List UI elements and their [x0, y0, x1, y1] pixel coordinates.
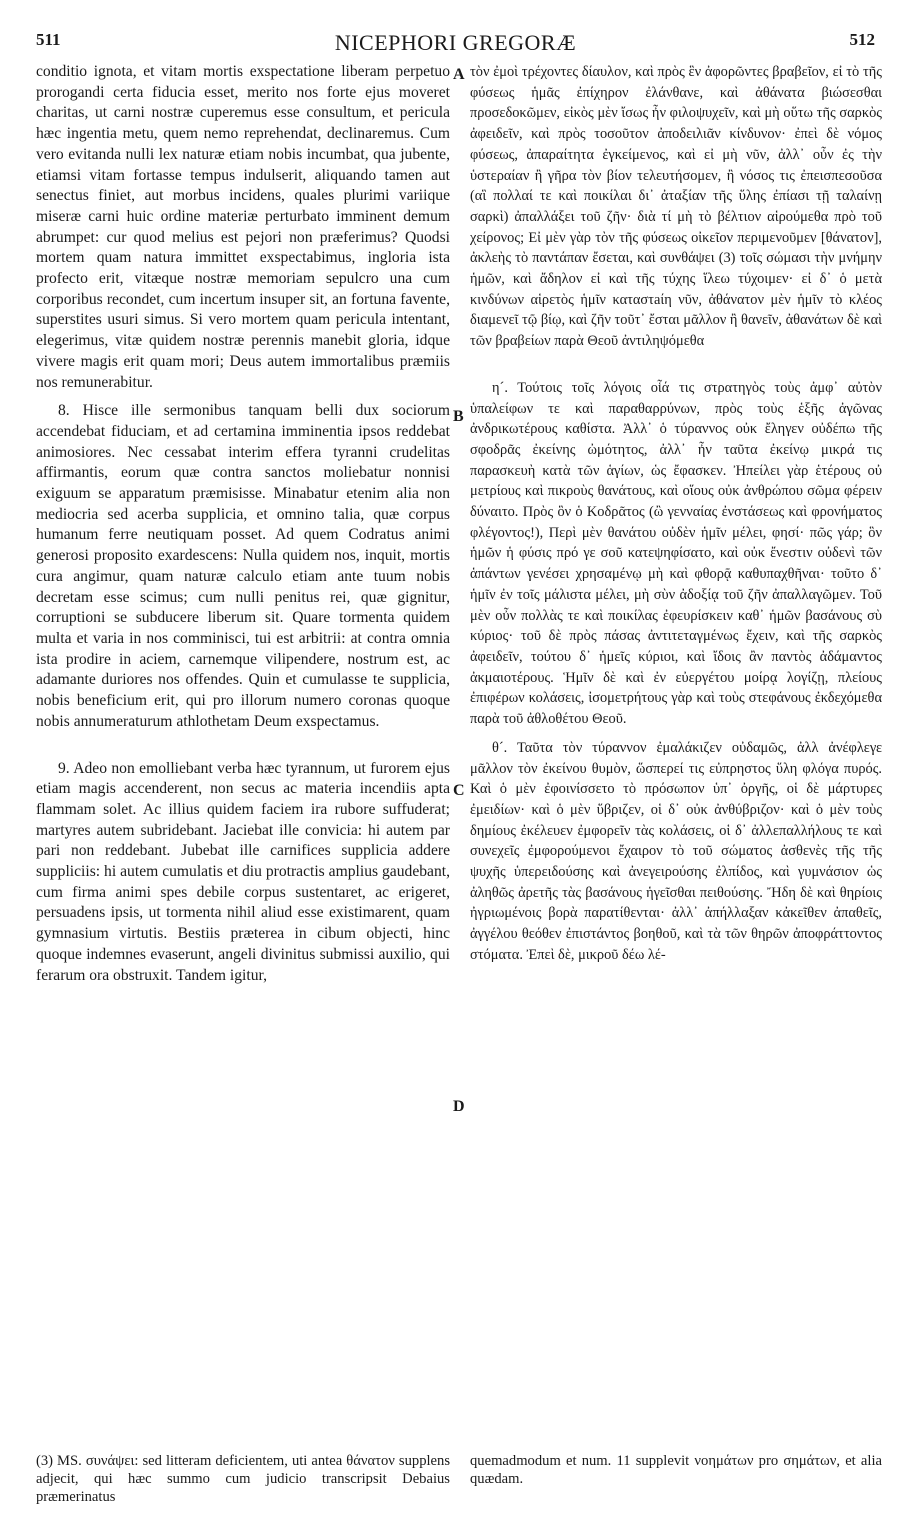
latin-column	[36, 62, 450, 986]
greek-paragraph-8: η´. Τούτοις τοῖς λόγοις οἷά τις στρατηγὸς τοὺς ἀμφ᾽ αὐτὸν ὑπαλείφων τε καὶ παραθαρρύνων, πρὸς τοὺς ἑξῆς ἀγῶνας ἀνδρικωτέρους καθίστα. Ἀλλ᾽ ὁ τύραννος οὐκ ἔληγεν οὐδέπω τῆς σφοδρᾶς ἐκείνης ὠμότητος, ἀλλ᾽ ἦν ταῦτα ἐκείνῳ μικρά τις παρασκευὴ κατὰ τῶν ἁγίων, ὡς ἔφασκεν. Ἠπείλει γὰρ ἑτέρους οὐ μετρίους καὶ πικροὺς θανάτους, καὶ οἵους οὐκ ἀνθρώπου σῶμα φέρειν δύναιτο. Πρὸς ὃν ὁ Κοδρᾶτος (ὢ γενναίας ἐνστάσεως καὶ φρονήματος φλέγοντος!), Περὶ μὲν θανάτου οὐδὲν ἡμῖν μέλει, φησί· πῶς γάρ; ὃν ἡμῶν ἡ φύσις πρό γε σοῦ κατεψηφίσατο, καὶ οὐκ ἔνεστιν οὐδενὶ τῶν ἁπάντων γενέσει χρησαμένῳ μὴ καὶ φθορᾷ καθυπαχθῆναι· τοῦτο δ᾽ ἡμῖν ἐν τοῖς μάλιστα μέλει, μὴ σὺν ἀδοξίᾳ τοῦ ζῆν ἀπαλλαγῶμεν. Τοῦ μὲν οὖν πολλὰς τε καὶ ποικίλας ἐφευρίσκειν καθ᾽ ἡμῶν βασάνους σὺ κύριος· τοῦ δὲ πρὸς πάσας ἀντιτεταγμένως ἔχειν, καὶ τῆς σαρκὸς ἀφειδεῖν, τούτου δ᾽ ἡμεῖς κύριοι, καὶ ἴδοις ἂν παντὸς ἀδάμαντος ἀκμαιοτέρους. Ἡμῖν δὲ καὶ ἐν εὐεργέτου μοίρᾳ λογίζῃ, πλείους ἐπιφέρων κολάσεις, ἰσομετρήτους γὰρ καὶ τοὺς στεφάνους ἐκδεχόμεθα παρὰ τοῦ ἀθλοθέτου Θεοῦ.	[470, 379, 882, 728]
footnote-latin	[36, 1452, 450, 1506]
footnote-greek	[470, 1452, 882, 1488]
right-page-number: 512	[849, 30, 875, 49]
latin-paragraph-9: 9. Adeo non emolliebant verba hæc tyrannum, ut furorem ejus etiam magis accenderent, non secus ac materia incendiis apta flammam solet. Ac illius quidem faciem ira rubore suffuderat; martyres autem subridebant. Jaciebat ille convicia: hi autem par pari non reddebant. Jubebat ille carnifices supplicia addere suppliciis: hi autem cumulatis et diu protractis amplius gaudebant, cum firma animi spes debile corpus sustentaret, ac erigeret, persuadens ipsis, ut tormenta nihil aliud esse existimarent, quam gymnasium virtutis. Bestiis præterea in cibum objecti, hinc quoque indemnes evaserunt, angeli divinitus submissi auxilio, qui ferarum ora obstruxit. Tandem igitur,	[36, 759, 450, 984]
running-title: NICEPHORI GREGORÆ	[334, 30, 577, 55]
section-marker-b: B	[453, 408, 464, 425]
section-marker-a: A	[453, 66, 465, 83]
greek-paragraph-9: θ´. Ταῦτα τὸν τύραννον ἐμαλάκιζεν οὐδαμῶς, ἀλλ ἀνέφλεγε μᾶλλον τὸν ἐκείνου θυμὸν, ὥσπερεί τις εὐπρηστος ὕλη φλόγα πυρός. Καὶ ὁ μὲν ἐφοινίσσετο τὸ πρόσωπον ὑπ᾽ ὀργῆς, οἱ δὲ μάρτυρες ἐμειδίων· καὶ ὁ μὲν ὕβριζεν, οἱ δ᾽ οὐκ ἀνθύβριζον· καὶ ὁ μὲν τοὺς δημίους ἐκέλευεν ἐμφορεῖν τὰς κολάσεις, οἱ δ᾽ ἀλλεπαλλήλους τε καὶ συνεχεῖς ἐμφορούμενοι ἔχαιρον τὸ τοῦ σώματος ἀσθενὲς τῆς τῆς ψυχῆς ὑπερειδούσης καὶ ἀνεγειρούσης ἐλπίδος, καὶ γυμνάσιον ὡς ἀληθῶς ἀρετῆς τὰς βασάνους ἡγεῖσθαι πειθούσης. Ἤδη δὲ καὶ θηρίοις ἠγριωμένοις βορὰ παρατίθενται· ἀλλ᾽ ἀπήλλαξαν κἀκεῖθεν ἀπαθεῖς, ἀγγέλου θεόθεν ἐπιστάντος βοηθοῦ, καὶ τὰ τῶν θηρῶν ἀποφράττοντος στόματα. Ἐπεὶ δὲ, μικροῦ δέω λέ-	[470, 739, 882, 963]
section-marker-c: C	[453, 782, 465, 799]
footnote-latin-text: (3) MS. συνάψει: sed litteram deficientem, uti antea θάνατον supplens adjecit, qui hæc summo cum judicio transcripsit Debaius præmerinatus	[36, 1453, 450, 1505]
page-header	[36, 30, 875, 60]
greek-column	[470, 62, 882, 966]
latin-paragraph-7: conditio ignota, et vitam mortis exspectatione liberam perpetuo prorogandi certa fiducia esset, merito nos forte ejus moveret charitas, ut carni nostræ cuperemus esse consultum, et pericula hæc ingentia metu, quem nemo reprehendat, declinaremus. Cum vero evitanda nulli lex naturæ etiam nobis incumbat, qua jubente, etiamsi vitam fortasse tempus indulserit, aliquando tamen aut senectus finiet, aut morbus incidens, quales plurimi variique miseræ carni huic ordine materiæ perturbato imminent demum abrumpet: cur quod melius est pejori non præferimus? Quodsi mortem quam natura immittet exspectabimus, ingloria ista profecto erit, vitæque nostræ memoriam sepulcro una cum corporibus recondet, cum incertum insuper sit, an fortuna favente, superstites usuri simus. Si vero mortem quam pericula intentant, elegerimus, vitæ quidem nostræ perennis manebit gloria, idque vivere magis erit quam mori; Deus autem immortalibus præmiis nos remunerabitur.	[36, 63, 450, 391]
latin-paragraph-8: 8. Hisce ille sermonibus tanquam belli dux sociorum accendebat fiduciam, et ad certamina imminentia ipsos reddebat animosiores. Nec cessabat interim effera tyranni crudelitas affirmantis, eorum quæ contra sanctos moliebatur nonnisi exiguum se apparatum præmisisse. Minabatur etenim alia non mediocria sed acerba supplicia, et omnino talia, quæ corpus humanum ferre neutiquam posset. Ad quem Codratus animi generosi proposito exardescens: Nulla quidem nos, inquit, mortis cura angimur, quam naturæ calculo etiam ante tuum nobis decretam esse scimus; cum nulli penitus rei, quæ gignitur, corruptioni se subducere liberum sit. Quare tormenta quidem multa et varia in nos comminisci, tui est arbitrii: at contra omnia ista prodire in aciem, carnemque vilipendere, nostrum est, ac adamante duriores nos offendes. Quin et cumulasse te supplicia, nobis beneficium erit, qui pro illorum numero coronas quoque nobis annumeraturum athlothetam Deum exspectamus.	[36, 402, 450, 730]
section-marker-d: D	[453, 1098, 465, 1115]
left-page-number: 511	[36, 30, 61, 49]
footnote-greek-text: quemadmodum et num. 11 supplevit νοημάτων pro σημάτων, et alia quædam.	[470, 1453, 882, 1487]
greek-paragraph-7: τὸν ἐμοὶ τρέχοντες δίαυλον, καὶ πρὸς ἓν ἀφορῶντες βραβεῖον, εἰ τὸ τῆς φύσεως ἡμᾶς ἐπίχηρον ἐλάνθανε, καὶ ἀθάνατα βιώσεσθαι προσεδοκῶμεν, εἰκὸς μὲν ἴσως ἦν φιλοψυχεῖν, καὶ μὴ οὕτω τῆς σαρκὸς ἀφειδεῖν, καὶ πρὸς τοσοῦτον ἀποδειλιᾶν κίνδυνον· ἐπεὶ δὲ νόμος φύσεως, ἀπαραίτητα ἐγκείμενος, καὶ εἰ μὴ νῦν, ἀλλ᾽ οὖν ἐς τὴν ὑστεραίαν ἢ γῆρα τὸν βίον τελευτήσομεν, ἢ νόσος τις ἐπεισπεσοῦσα (αἳ πολλαί τε καὶ ποικίλαι δι᾽ ἀταξίαν τῆς ὕλης ἐπίασι τῇ ταλαίνῃ σαρκὶ) ἀπαλλάξει τοῦ ζῆν· διὰ τί μὴ τὸ βέλτιον αἱρούμεθα πρὸ τοῦ χείρονος; Εἰ μὲν γὰρ τὸν τῆς φύσεως οἰκεῖον περιμενοῦμεν [θάνατον], ἀκλεὴς τὸ παντάπαν ἔσεται, καὶ συνθάψει (3) τοῖς σώμασι τὴν μνήμην ἡμῶν, καὶ ἄδηλον εἰ καὶ τῆς τύχης ἵλεω τύχοιμεν· εἰ δ᾽ ὁ μετὰ κινδύνων αἱρετὸς ἡμῖν καταστaίη νῦν, ἀθάνατον μὲν ἡμῖν τὸ κλέος διαμενεῖ τῷ βίῳ, καὶ ζῆν τοῦτ᾽ ἔσται μᾶλλον ἢ θανεῖν, ἀθανάτων δὲ καὶ τῶν βραβείων παρὰ Θεοῦ ἀντιληψόμεθα	[470, 64, 882, 350]
